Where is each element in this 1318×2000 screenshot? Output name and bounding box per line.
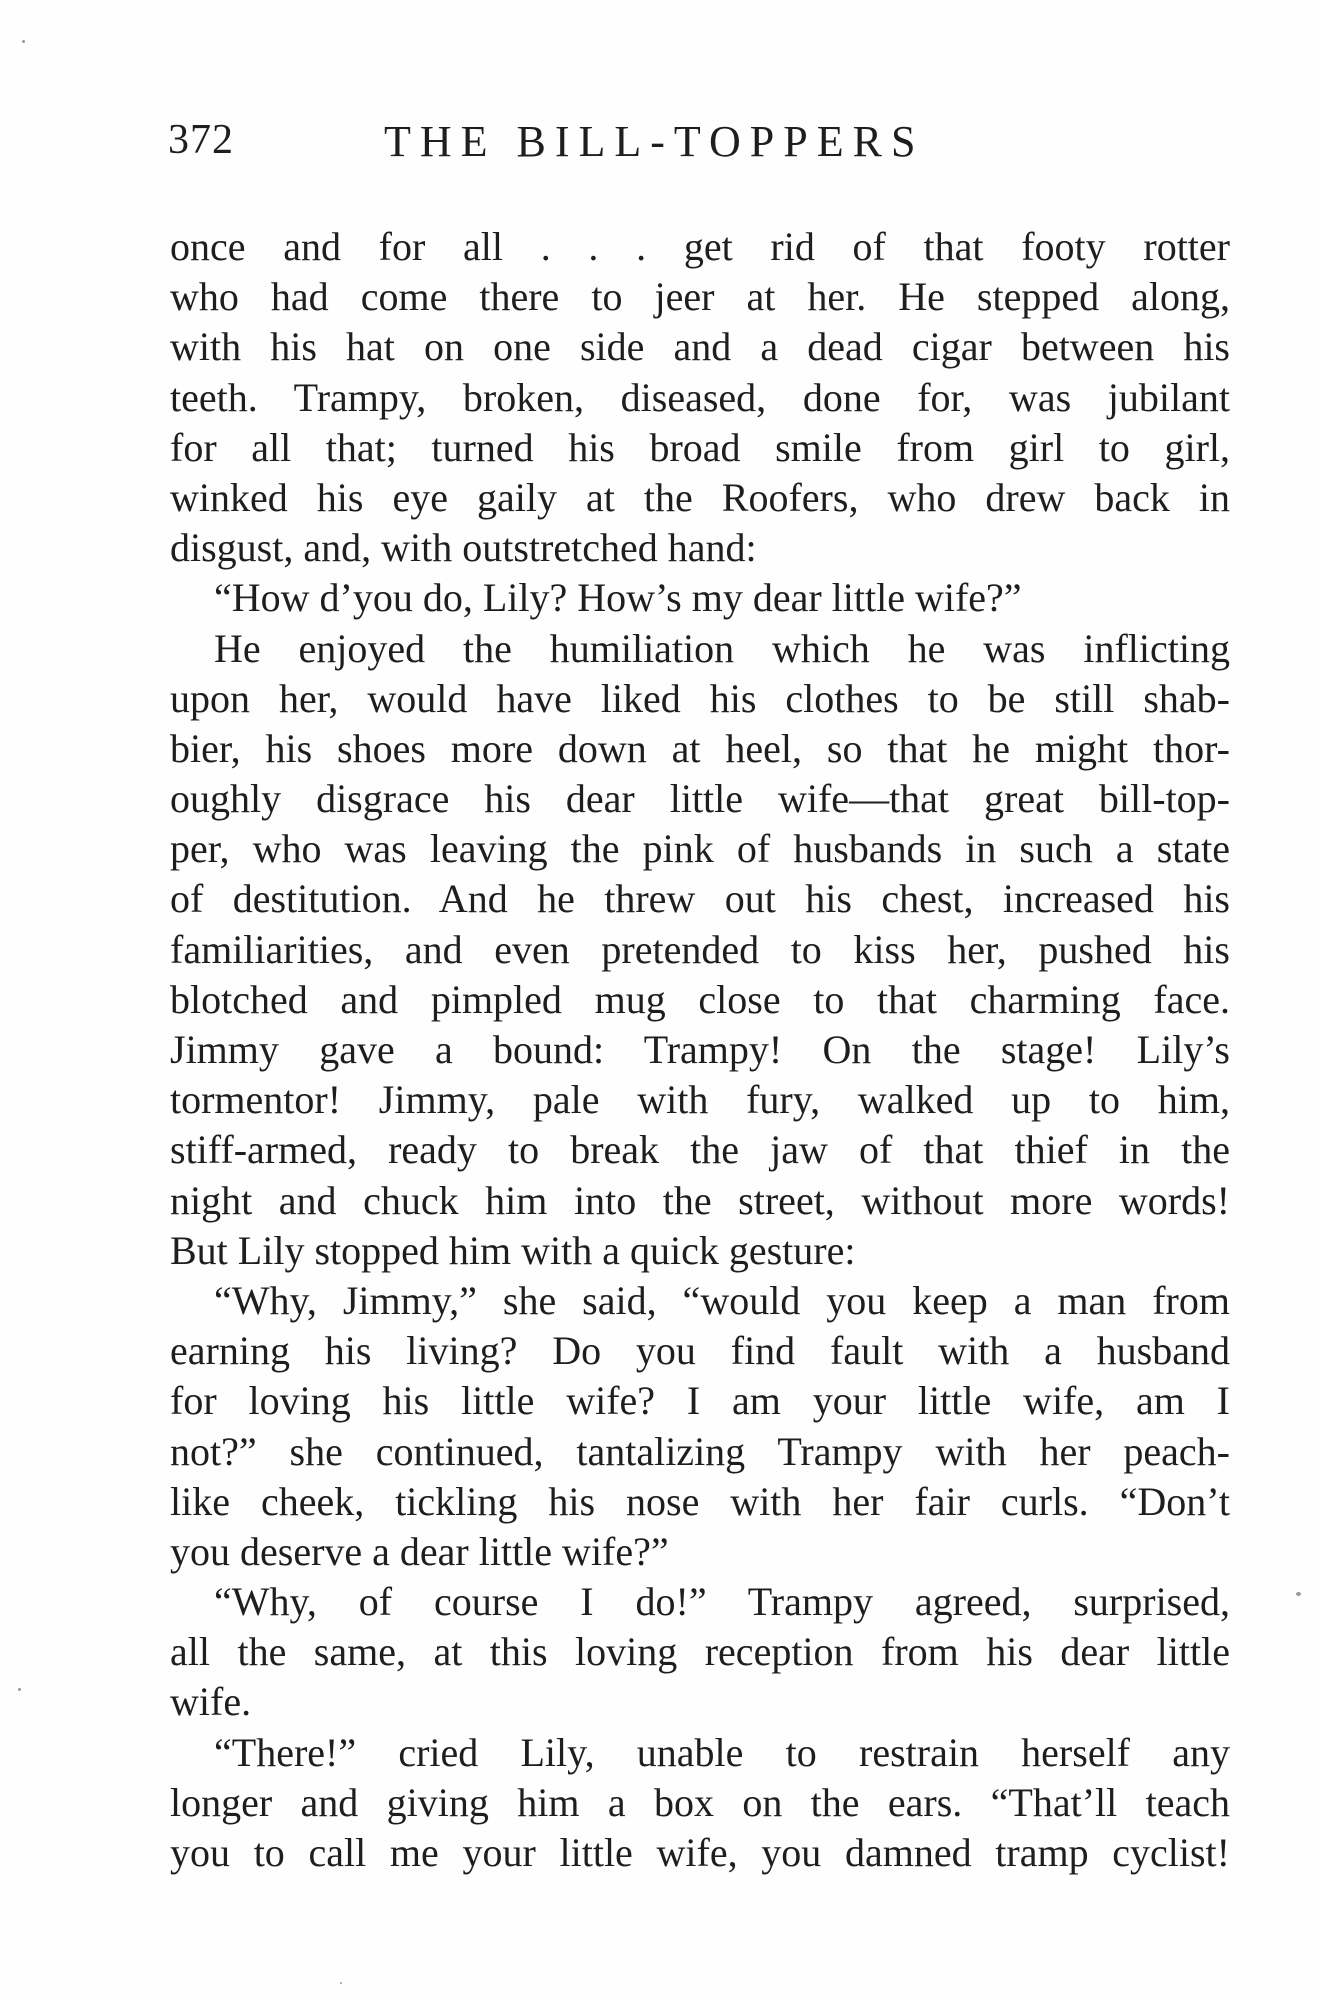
text-line: you deserve a dear little wife?” <box>170 1528 669 1574</box>
text-line: of destitution. And he threw out his chest, increased his <box>170 876 1230 922</box>
text-line: not?” she continued, tantalizing Trampy with her peach- <box>170 1428 1230 1474</box>
text-line: tormentor! Jimmy, pale with fury, walked up to him, <box>170 1077 1230 1123</box>
text-line: longer and giving him a box on the ears. “That’ll teach <box>170 1779 1230 1825</box>
text-line: with his hat on one side and a dead cigar between his <box>170 324 1230 370</box>
text-line: winked his eye gaily at the Roofers, who drew back in <box>170 474 1230 520</box>
paper-speck <box>22 40 25 43</box>
body-text <box>170 222 1230 1878</box>
paper-speck <box>340 1982 342 1984</box>
text-line: for all that; turned his broad smile from girl to girl, <box>170 424 1230 470</box>
text-line: upon her, would have liked his clothes to be still shab- <box>170 675 1230 721</box>
text-line: oughly disgrace his dear little wife—that great bill-top- <box>170 776 1230 822</box>
text-line: earning his living? Do you find fault with a husband <box>170 1328 1230 1374</box>
text-line: all the same, at this loving reception from his dear little <box>170 1629 1230 1675</box>
running-title: THE BILL-TOPPERS <box>384 117 925 166</box>
text-line: you to call me your little wife, you damned tramp cyclist! <box>170 1830 1230 1875</box>
text-line: “Why, of course I do!” Trampy agreed, surprised, <box>214 1579 1230 1625</box>
text-line: night and chuck him into the street, without more words! <box>170 1177 1230 1223</box>
page-header <box>168 116 1228 176</box>
text-line: once and for all . . . get rid of that footy rotter <box>170 224 1230 269</box>
text-line: stiff-armed, ready to break the jaw of that thief in the <box>170 1127 1230 1173</box>
text-line: “How d’you do, Lily? How’s my dear little wife?” <box>214 575 1022 621</box>
page-number: 372 <box>168 117 234 163</box>
text-line: who had come there to jeer at her. He stepped along, <box>170 274 1230 320</box>
text-line: for loving his little wife? I am your little wife, am I <box>170 1378 1230 1424</box>
text-line: familiarities, and even pretended to kiss her, pushed his <box>170 926 1230 972</box>
text-line: He enjoyed the humiliation which he was inflicting <box>214 625 1230 671</box>
text-line: per, who was leaving the pink of husbands in such a state <box>170 826 1230 872</box>
text-line: teeth. Trampy, broken, diseased, done for, was jubilant <box>170 374 1230 420</box>
text-line: Jimmy gave a bound: Trampy! On the stage! Lily’s <box>170 1027 1230 1072</box>
text-line: blotched and pimpled mug close to that charming face. <box>170 976 1230 1022</box>
text-line: disgust, and, with outstretched hand: <box>170 525 757 571</box>
text-line: bier, his shoes more down at heel, so that he might thor- <box>170 725 1230 771</box>
text-line: “There!” cried Lily, unable to restrain herself any <box>214 1729 1230 1775</box>
text-line: But Lily stopped him with a quick gesture: <box>170 1227 856 1273</box>
paper-speck <box>18 1688 21 1691</box>
text-line: like cheek, tickling his nose with her fair curls. “Don’t <box>170 1478 1230 1524</box>
paper-speck <box>1296 1592 1301 1596</box>
text-line: “Why, Jimmy,” she said, “would you keep a man from <box>214 1277 1230 1323</box>
text-line: wife. <box>170 1679 252 1725</box>
